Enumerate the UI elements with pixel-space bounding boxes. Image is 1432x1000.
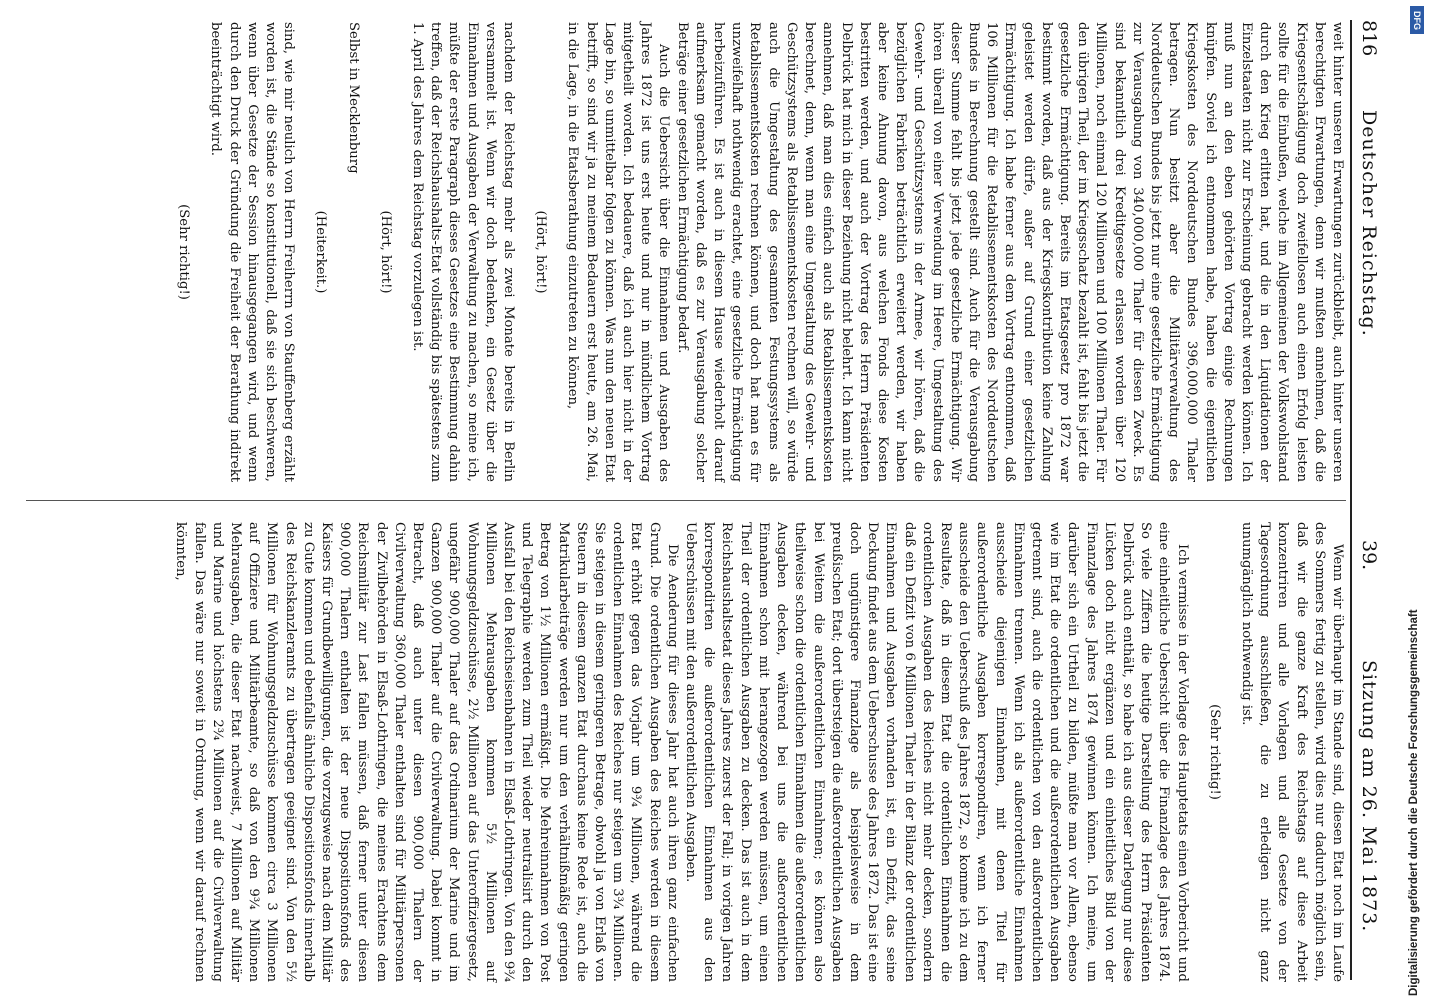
paragraph: nachdem der Reichstag mehr als zwei Monate bereits in Berlin versammelt ist. Wenn wir doch bedenken, ein Gesetz über die Einnahmen und Ausgaben der Verwaltung zu machen, so meine ich, müßte der erste Paragraph dieses Gesetzes eine Bestimmung dahin treffen, daß der Reichshaushalts-Etat vollständig bis spätestens zum 1. April des Jahres dem Reichstag vorzulegen ist. [410,22,517,482]
paragraph: Auch die Uebersicht über die Einnahmen und Ausgaben des Jahres 1872 ist uns erst heute und nur in mündlichem Vortrag mitgetheilt worden. Ich bedauere, daß ich auch hier nicht in der Lage bin, so unmittelbar folgen zu können. Was nun den neuen Etat betrifft, so sind wir ja zu meinem Bedauern erst heute, am 26. Mai, in die Lage, in die Etatsberathung einzutreten zu können, [565,22,672,482]
interjection: (Heiterkeit.) [313,210,329,294]
right-running-title: Sitzung am 26. Mai 1873. [1358,660,1380,933]
page-number: 816 [1358,20,1380,57]
running-head [1350,20,1382,980]
column-divider [26,500,1346,501]
interjection: (Hört, hört!) [533,210,549,294]
digitization-sidebar [1404,0,1430,1000]
paragraph: Ich vermisse in der Vorlage des Hauptetats einen Vorbericht und eine einheitliche Uebersicht über die Finanzlage des Jahres 1874. So viele Ziffern die heutige Darstellung des Herrn Präsidenten Delbrück auch enthält, so habe ich aus dieser Darlegung nur diese Lücken doch nicht ergänzen und ein einheitliches Bild von der Finanzlage des Jahres 1874 gewinnen können. Ich meine, um darüber sich ein Urtheil zu bilden, müßte man vor Allem, ebenso wie im Etat die ordentlichen und die außerordentlichen Ausgaben getrennt sind, auch die ordentlichen von den außerordentlichen Einnahmen trennen. Wenn ich als außerordentliche Einnahmen ausscheide diejenigen Einnahmen, mit denen Titel für außerordentliche Ausgaben korrespondiren, wenn ich ferner ausscheide den Ueberschuß des Jahres 1872, so komme ich zu dem Resultate, daß in diesem Etat die ordentlichen Einnahmen die ordentlichen Ausgaben des Reiches nicht mehr decken, sondern daß ein Defizit von 6 Millionen Thaler in der Bilanz der ordentlichen Einnahmen und Ausgaben vorhanden ist, ein Defizit, das seine Deckung findet aus dem Ueberschusse des Jahres 1872. Das ist eine doch ungünstigere Finanzlage als beispielsweise in dem preußischen Etat; dort übersteigen die außerordentlichen Ausgaben bei Weitem die außerordentlichen Einnahmen; es können also theilweise schon die ordentlichen Einnahmen die außerordentlichen Ausgaben decken, während bei uns die außerordentlichen Einnahmen schon mit herangezogen werden müssen, um einen Theil der ordentlichen Ausgaben zu decken. Das ist auch in dem Reichshaushaltsetat dieses Jahres zuerst der Fall; in vorigen Jahren korrespondirten die außerordentlichen Einnahmen aus den Ueberschüssen mit den außerordentlichen Ausgaben. [683,522,1190,982]
session-number: 39. [1358,540,1380,571]
right-column [171,522,1346,982]
paragraph: weit hinter unseren Erwartungen zurückbleibt, auch hinter unseren berechtigten Erwartungen, denn wir mußten annehmen, daß die Kriegsentschädigung doch zweifellosen auch einen Erfolg leisten sollte für die Einbußen, welche im Allgemeinen der Volkswohlstand durch den Krieg erlitten hat, und die in den Liquidationen der Einzelstaaten nicht zur Erscheinung gebracht werden können. Ich muß nun an den eben gehörten Vortrag einige Rechnungen knüpfen. Soviel ich entnommen habe, haben die eigentlichen Kriegskosten des Norddeutschen Bundes 396,000,000 Thaler betragen. Nun besitzt aber die Militärverwaltung des Norddeutschen Bundes bis jetzt nur eine gesetzliche Ermächtigung zur Verausgabung von 340,000,000 Thaler für diesen Zweck. Es sind bekanntlich drei Kreditgesetze erlassen worden über 120 Millionen, noch einmal 120 Millionen und 100 Millionen Thaler. Für den übrigen Theil, der im Kriegsschatz bezahlt ist, fehlt bis jetzt die gesetzliche Ermächtigung. Bereits im Etatsgesetz pro 1872 war bestimmt worden, daß aus der Kriegskontribution keine Zahlung geleistet werden dürfe, außer auf Grund einer gesetzlichen Ermächtigung. Ich habe ferner aus dem Vortrag entnommen, daß 106 Millionen für die Retablissementskosten des Norddeutschen Bundes in Berechnung gestellt sind. Auch für die Verausgabung dieser Summe fehlt bis jetzt jede gesetzliche Ermächtigung. Wir hören überall von einer Verwendung im Heere, Umgestaltung des Gewehr- und Geschützsystems in der Armee, wir hören, daß die bezüglichen Fabriken beträchtlich erweitert werden, wir haben aber keine Ahnung davon, aus welchen Fonds diese Kosten bestritten werden, und auch der Vortrag des Herrn Präsidenten Delbrück hat mich in dieser Beziehung nicht belehrt. Ich kann nicht annehmen, daß man dies einfach auch als Retablissementskosten berechnet, denn, wenn man eine Umgestaltung des Gewehr- und Geschützsystems als Retablissementskosten rechnen will, so würde auch die Umgestaltung des gesammten Festungssystems als Retablissementskosten rechnen können, und doch hat man es für unzweifelhaft nothwendig erachtet, eine gesetzliche Ermächtigung herbeizuführen. Es ist auch in diesem Hause wiederholt darauf aufmerksam gemacht worden, daß es zur Verausgabung solcher Beträge einer gesetzlichen Ermächtigung bedarf. [674,22,1345,482]
left-column [160,22,1346,482]
rotated-page [10,0,1390,1000]
left-running-title: Deutscher Reichstag. [1358,110,1380,337]
paragraph: Wenn wir überhaupt im Stande sind, diesen Etat noch im Laufe des Sommers fertig zu stellen, wird dies nur dadurch möglich sein, daß wir die ganze Kraft des Reichstags auf diese Arbeit konzentriren und alle Vorlagen und alle Gesetze von der Tagesordnung ausschließen, die zu erledigen nicht ganz unumgänglich nothwendig ist. [1238,522,1345,982]
paragraph: Die Aenderung für dieses Jahr hat auch ihren ganz einfachen Grund. Die ordentlichen Ausgaben des Reiches werden in diesem Etat erhöht gegen das Vorjahr um 9¾ Millionen, während die ordentlichen Einnahmen des Reiches nur steigen um 3¾ Millionen. Sie steigen in diesem geringeren Betrage, obwohl ja von Erlaß von Steuern in diesem ganzen Etat durchaus keine Rede ist, auch die Matrikularbeiträge werden nur um den verhältnißmäßig geringen Betrag von 1½ Millionen ermäßigt. Die Mehreinnahmen von Post und Telegraphie werden zum Theil wieder neutralisirt durch den Ausfall bei den Reichseisenbahnen in Elsaß-Lothringen. Von den 9¾ Millionen Mehrausgaben kommen 5½ Millionen auf Wohnungsgeldzuschüsse, 2½ Millionen auf das Unteroffiziergesetz, ungefähr 900,000 Thaler auf das Ordinarium der Marine und im Ganzen 900,000 Thaler auf die Civilverwaltung. Dabei kommt in Betracht, daß auch unter diesen 900,000 Thalern der Civilverwaltung 360,000 Thaler enthalten sind für Militärpersonen der Zivilbehörden in Elsaß-Lothringen, die meines Erachtens dem Reichsmilitär zur Last fallen müssen, daß ferner unter diesen 900,000 Thalern enthalten ist der neue Dispositionsfonds des Kaisers für Grundbewilligungen, die vorzugsweise nach dem Militär zu Gute kommen und ebenfalls ähnliche Dispositionsfonds innerhalb des Reichskanzleramts zu übertragen geeignet sind. Von den 5½ Millionen für Wohnungsgeldzuschüsse kommen circa 3 Millionen auf Offiziere und Militärbeamte, so daß von den 9¾ Millionen Mehrausgaben, die dieser Etat nachweist, 7 Millionen auf Militär und Marine und höchstens 2¾ Millionen auf die Civilverwaltung fallen. Das wäre nur soweit in Ordnung, wenn wir darauf rechnen könnten, [173,522,680,982]
interjection: (Sehr richtig!) [1206,704,1222,800]
paragraph: sind, wie mir neulich von Herrn Freiherrn von Stauffenberg erzählt worden ist, die Stände so konstitutionell, daß sie sich beschweren, wenn über Gesetze der Session hinausgegangen wird, und wenn durch den Druck der Gründung die Freiheit der Berathung indirekt beeinträchtigt wird. [208,22,297,482]
digitization-credit: Digitalisierung gefördert durch die Deutsche Forschungsgemeinschaft [1408,609,1420,996]
paragraph: Selbst in Mecklenburg [345,22,361,174]
dfg-logo: DFG [1410,6,1424,34]
interjection: (Hört, hört!) [377,210,393,294]
interjection: (Sehr richtig!) [176,204,192,300]
